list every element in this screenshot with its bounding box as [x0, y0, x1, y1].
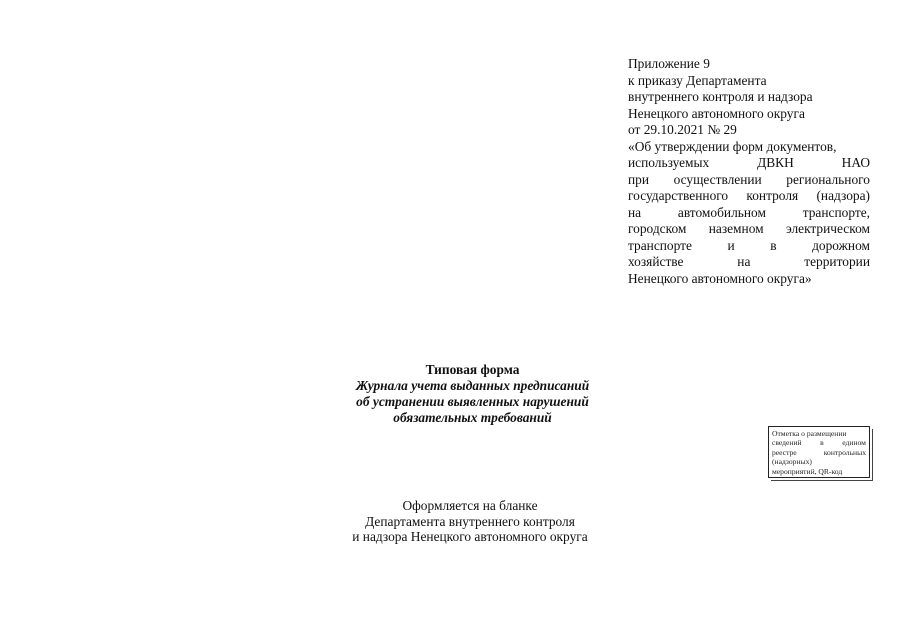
- appendix-line: к приказу Департамента: [628, 72, 767, 88]
- registry-mark-box: [768, 426, 870, 478]
- title-line: Типовая форма: [425, 362, 520, 377]
- appendix-line: на автомобильном транспорте,: [628, 204, 870, 220]
- appendix-line: хозяйстве на территории: [628, 254, 870, 269]
- appendix-line: внутреннего контроля и надзора: [628, 89, 813, 104]
- appendix-line: при осуществлении регионального: [628, 171, 870, 187]
- stamp-line: Отметка о размещении: [772, 429, 847, 438]
- appendix-line: Ненецкого автономного округа: [628, 105, 805, 121]
- note-line: Департамента внутреннего контроля: [365, 513, 575, 529]
- appendix-line: от 29.10.2021 № 29: [628, 122, 737, 137]
- stamp-line: (надзорных): [772, 457, 812, 467]
- appendix-header: [628, 56, 870, 287]
- stamp-line: мероприятий, QR-код: [772, 466, 843, 476]
- document-title: [300, 362, 645, 426]
- title-line: об устранении выявленных нарушений: [356, 394, 589, 409]
- appendix-line: транспорте и в дорожном: [628, 237, 870, 253]
- note-line: и надзора Ненецкого автономного округа: [352, 529, 588, 544]
- title-line: обязательных требований: [393, 410, 552, 425]
- appendix-line: Ненецкого автономного округа»: [628, 270, 812, 286]
- title-line: Журнала учета выданных предписаний: [355, 378, 590, 393]
- appendix-line: городском наземном электрическом: [628, 221, 870, 236]
- stamp-line: сведений в едином: [772, 438, 866, 448]
- appendix-line: государственного контроля (надзора): [628, 188, 870, 203]
- note-line: Оформляется на бланке: [402, 498, 538, 513]
- appendix-line: «Об утверждении форм документов,: [628, 138, 837, 154]
- stamp-line: реестре контрольных: [772, 447, 866, 457]
- letterhead-note: [320, 498, 620, 545]
- appendix-line: Приложение 9: [628, 56, 710, 71]
- appendix-line: используемых ДВКН НАО: [628, 155, 870, 170]
